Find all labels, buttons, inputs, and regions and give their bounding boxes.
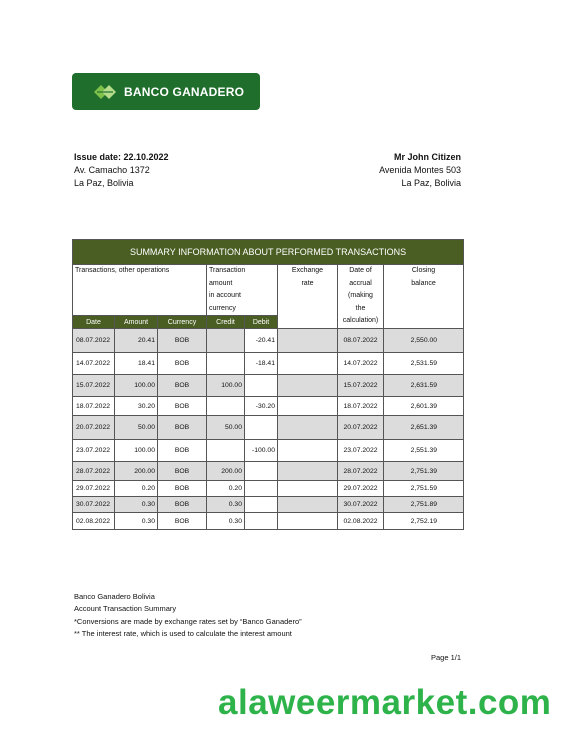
row-credit	[207, 353, 245, 375]
row-amount: 20.41	[115, 329, 158, 353]
table-row	[73, 416, 464, 440]
row-accrual-date: 28.07.2022	[338, 462, 384, 481]
transactions-table	[72, 239, 464, 530]
header-line: Transaction	[209, 267, 246, 274]
row-date: 28.07.2022	[73, 462, 115, 481]
header-line: (making	[348, 292, 373, 299]
issuer-block	[74, 151, 169, 190]
row-balance: 2,752.19	[384, 513, 464, 530]
row-exchange-rate	[278, 481, 338, 497]
row-exchange-rate	[278, 513, 338, 530]
table-row	[73, 462, 464, 481]
header-transaction-amount	[207, 265, 278, 316]
table-row	[73, 353, 464, 375]
row-exchange-rate	[278, 397, 338, 416]
row-debit: -20.41	[245, 329, 278, 353]
row-currency: BOB	[158, 353, 207, 375]
note-line: Account Transaction Summary	[74, 604, 177, 614]
subheader-currency: Currency	[158, 316, 207, 329]
header-line: Exchange	[291, 267, 324, 274]
row-debit: -18.41	[245, 353, 278, 375]
table-row	[73, 329, 464, 353]
row-exchange-rate	[278, 353, 338, 375]
row-debit	[245, 497, 278, 513]
row-balance: 2,651.39	[384, 416, 464, 440]
row-debit	[245, 462, 278, 481]
note-line: ** The interest rate, which is used to calculate the interest amount	[74, 628, 292, 638]
header-line: in account	[209, 292, 241, 299]
row-debit	[245, 481, 278, 497]
header-line: the	[355, 304, 366, 312]
note-line: *Conversions are made by exchange rates set by “Banco Ganadero”	[74, 616, 302, 626]
row-debit	[245, 375, 278, 397]
row-debit: -100.00	[245, 440, 278, 462]
table-row	[73, 513, 464, 530]
row-amount: 30.20	[115, 397, 158, 416]
header-line: currency	[209, 304, 236, 312]
row-exchange-rate	[278, 497, 338, 513]
row-exchange-rate	[278, 375, 338, 397]
header-line: amount	[209, 279, 233, 287]
row-credit	[207, 440, 245, 462]
row-credit: 0.30	[207, 513, 245, 530]
row-date: 23.07.2022	[73, 440, 115, 462]
header-line: accrual	[349, 279, 372, 287]
row-amount: 0.30	[115, 497, 158, 513]
row-currency: BOB	[158, 416, 207, 440]
row-amount: 0.30	[115, 513, 158, 530]
header-closing-balance	[384, 265, 464, 329]
recipient-block	[379, 151, 461, 190]
row-date: 08.07.2022	[73, 329, 115, 353]
issue-date: Issue date: 22.10.2022	[74, 152, 169, 162]
header-accrual-date	[338, 265, 384, 329]
row-balance: 2,550.00	[384, 329, 464, 353]
row-balance: 2,751.89	[384, 497, 464, 513]
row-debit	[245, 513, 278, 530]
row-credit: 0.30	[207, 497, 245, 513]
row-credit: 200.00	[207, 462, 245, 481]
row-date: 20.07.2022	[73, 416, 115, 440]
row-credit: 0.20	[207, 481, 245, 497]
recipient-name: Mr John Citizen	[394, 152, 461, 162]
row-credit: 50.00	[207, 416, 245, 440]
footer-notes	[74, 591, 302, 640]
row-exchange-rate	[278, 416, 338, 440]
row-balance: 2,601.39	[384, 397, 464, 416]
row-currency: BOB	[158, 329, 207, 353]
row-amount: 18.41	[115, 353, 158, 375]
page-number: Page 1/1	[430, 653, 461, 662]
row-balance: 2,531.59	[384, 353, 464, 375]
row-accrual-date: 29.07.2022	[338, 481, 384, 497]
issuer-city: La Paz, Bolivia	[74, 178, 134, 188]
row-amount: 100.00	[115, 440, 158, 462]
row-exchange-rate	[278, 440, 338, 462]
header-line: balance	[411, 279, 436, 287]
row-credit	[207, 329, 245, 353]
row-debit	[245, 416, 278, 440]
header-exchange-rate	[278, 265, 338, 329]
watermark: alaweermarket.com	[218, 683, 552, 722]
row-amount: 100.00	[115, 375, 158, 397]
subheader-credit: Credit	[207, 316, 245, 329]
note-line: Banco Ganadero Bolivia	[74, 592, 155, 601]
header-line: Closing	[411, 267, 436, 274]
row-amount: 200.00	[115, 462, 158, 481]
recipient-address: Avenida Montes 503	[379, 165, 461, 175]
table-row	[73, 497, 464, 513]
subheader-debit: Debit	[245, 316, 278, 329]
row-date: 02.08.2022	[73, 513, 115, 530]
bank-name: BANCO GANADERO	[124, 84, 245, 99]
row-credit	[207, 397, 245, 416]
row-currency: BOB	[158, 481, 207, 497]
row-date: 29.07.2022	[73, 481, 115, 497]
header-line: Date of	[349, 267, 372, 274]
row-date: 15.07.2022	[73, 375, 115, 397]
row-currency: BOB	[158, 440, 207, 462]
row-amount: 50.00	[115, 416, 158, 440]
row-accrual-date: 23.07.2022	[338, 440, 384, 462]
row-exchange-rate	[278, 462, 338, 481]
row-balance: 2,751.59	[384, 481, 464, 497]
row-amount: 0.20	[115, 481, 158, 497]
table-row	[73, 397, 464, 416]
row-accrual-date: 18.07.2022	[338, 397, 384, 416]
header-transactions	[73, 265, 207, 316]
row-currency: BOB	[158, 497, 207, 513]
row-currency: BOB	[158, 513, 207, 530]
table-row	[73, 481, 464, 497]
row-exchange-rate	[278, 329, 338, 353]
header-line: rate	[301, 279, 314, 287]
row-credit: 100.00	[207, 375, 245, 397]
issuer-address: Av. Camacho 1372	[74, 165, 150, 175]
row-accrual-date: 30.07.2022	[338, 497, 384, 513]
row-date: 30.07.2022	[73, 497, 115, 513]
row-balance: 2,751.39	[384, 462, 464, 481]
row-currency: BOB	[158, 375, 207, 397]
header-line: calculation)	[342, 317, 379, 324]
bank-logo	[72, 73, 260, 110]
row-accrual-date: 14.07.2022	[338, 353, 384, 375]
table-title: SUMMARY INFORMATION ABOUT PERFORMED TRANSACTIONS	[73, 240, 464, 265]
table-body	[73, 329, 464, 530]
row-accrual-date: 02.08.2022	[338, 513, 384, 530]
row-accrual-date: 20.07.2022	[338, 416, 384, 440]
row-balance: 2,631.59	[384, 375, 464, 397]
row-date: 18.07.2022	[73, 397, 115, 416]
table-row	[73, 440, 464, 462]
header-transactions-label: Transactions, other operations	[75, 267, 170, 274]
row-accrual-date: 08.07.2022	[338, 329, 384, 353]
row-currency: BOB	[158, 397, 207, 416]
recipient-city: La Paz, Bolivia	[401, 178, 461, 188]
row-date: 14.07.2022	[73, 353, 115, 375]
subheader-date: Date	[73, 316, 115, 329]
bank-logo-icon	[94, 85, 116, 99]
row-currency: BOB	[158, 462, 207, 481]
row-debit: -30.20	[245, 397, 278, 416]
row-accrual-date: 15.07.2022	[338, 375, 384, 397]
subheader-amount: Amount	[115, 316, 158, 329]
row-balance: 2,551.39	[384, 440, 464, 462]
table-row	[73, 375, 464, 397]
